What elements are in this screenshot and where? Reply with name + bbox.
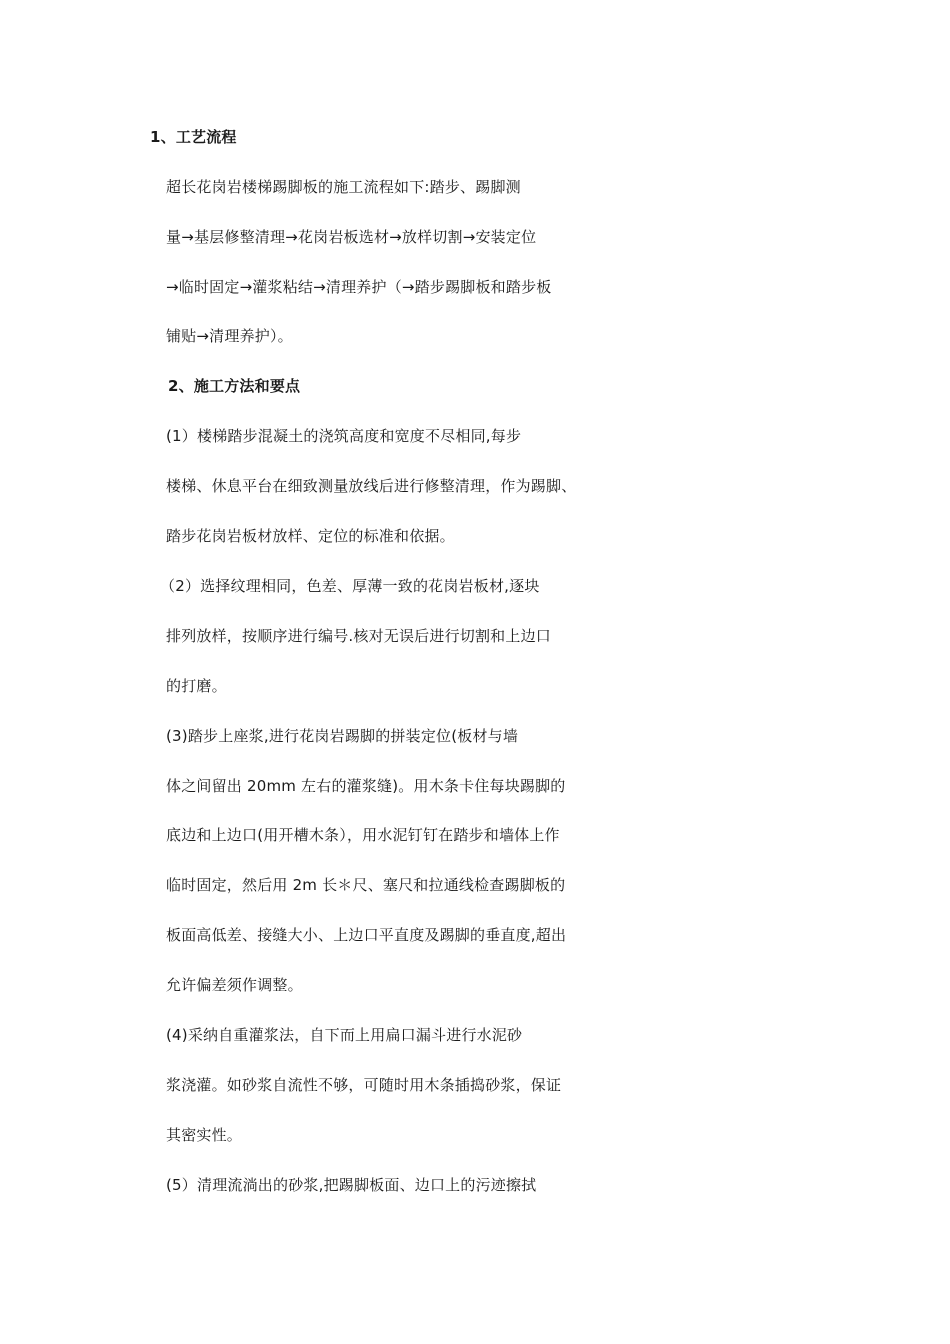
- paragraph-line: 量→基层修整清理→花岗岩板选材→放样切割→安装定位: [166, 228, 537, 246]
- paragraph-line: →临时固定→灌浆粘结→清理养护（→踏步踢脚板和踏步板: [166, 278, 552, 296]
- paragraph-line: 底边和上边口(用开槽木条），用水泥钉钉在踏步和墙体上作: [166, 826, 560, 844]
- section-heading-process: 1、工艺流程: [150, 128, 237, 146]
- paragraph-line: 允许偏差须作调整。: [166, 976, 303, 994]
- paragraph-line: 超长花岗岩楼梯踢脚板的施工流程如下:踏步、踢脚测: [166, 178, 521, 196]
- paragraph-line: 板面高低差、接缝大小、上边口平直度及踢脚的垂直度,超出: [166, 926, 567, 944]
- paragraph-line: 踏步花岗岩板材放样、定位的标准和依据。: [166, 527, 455, 545]
- paragraph-line: 排列放样，按顺序进行编号.核对无误后进行切割和上边口: [166, 627, 551, 645]
- paragraph-line: (3)踏步上座浆,进行花岗岩踢脚的拼装定位(板材与墙: [166, 727, 519, 745]
- section-heading-methods: 2、施工方法和要点: [168, 377, 301, 395]
- paragraph-line: 浆浇灌。如砂浆自流性不够，可随时用木条插捣砂浆，保证: [166, 1076, 562, 1094]
- paragraph-line: 临时固定，然后用 2m 长＊尺、塞尺和拉通线检查踢脚板的: [166, 876, 566, 894]
- paragraph-line: 的打磨。: [166, 677, 227, 695]
- paragraph-line: (1）楼梯踏步混凝土的浇筑高度和宽度不尽相同,每步: [166, 427, 522, 445]
- paragraph-line: 楼梯、休息平台在细致测量放线后进行修整清理，作为踢脚、: [166, 477, 577, 495]
- paragraph-line: (5）清理流淌出的砂浆,把踢脚板面、边口上的污迹擦拭: [166, 1176, 537, 1194]
- paragraph-line: (4)采纳自重灌浆法，自下而上用扁口漏斗进行水泥砂: [166, 1026, 523, 1044]
- paragraph-line: 铺贴→清理养护）。: [166, 327, 293, 345]
- paragraph-line: 体之间留出 20mm 左右的灌浆缝)。用木条卡住每块踢脚的: [166, 777, 566, 795]
- paragraph-line: 其密实性。: [166, 1126, 243, 1144]
- paragraph-line: （2）选择纹理相同，色差、厚薄一致的花岗岩板材,逐块: [160, 577, 540, 595]
